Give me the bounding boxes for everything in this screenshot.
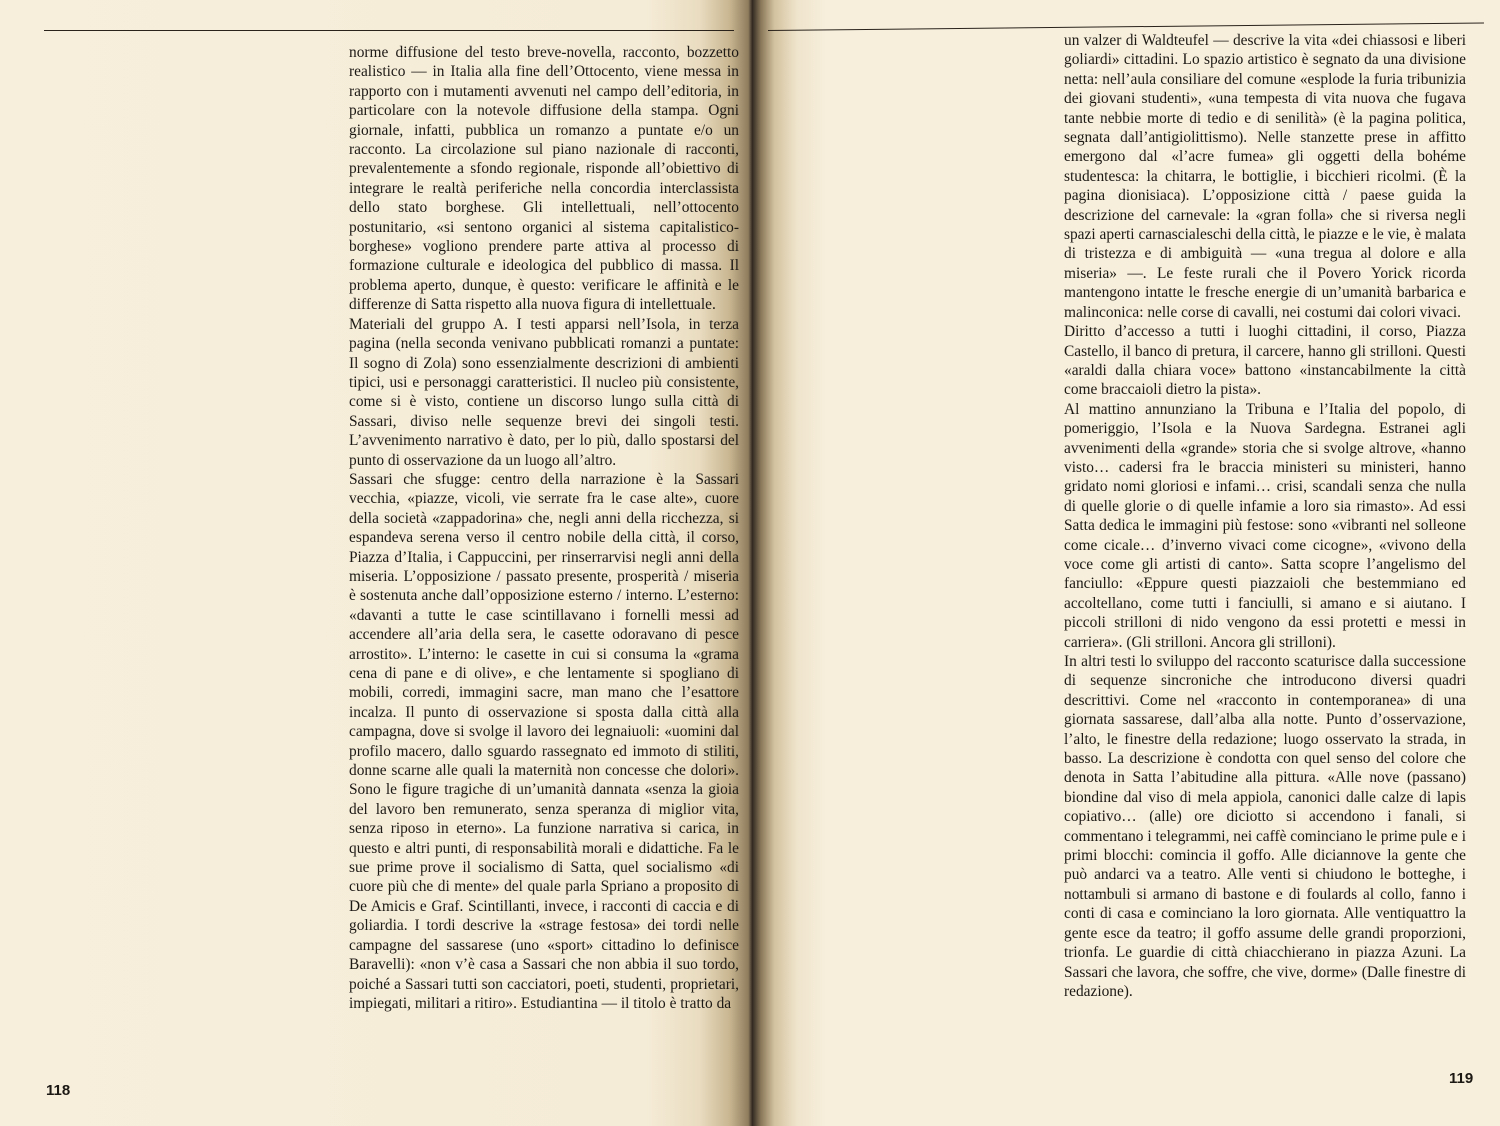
top-rule xyxy=(44,30,734,31)
top-rule xyxy=(768,23,1484,31)
paragraph: norme diffusione del testo breve-novella, racconto, bozzetto realistico — in Italia alla fine dell’Ottocento, viene messa in rapporto con i mutamenti avvenuti nel campo dell’editoria, in particolare con la notevole diffusione della stampa. Ogni giornale, infatti, pubblica un romanzo a puntate e/o un racconto. La circolazione sul piano nazionale di racconti, prevalentemente a sfondo regionale, risponde all’obiettivo di integrare le realtà periferiche nella concordia interclassista dello stato borghese. Gli intellettuali, nell’ottocento postunitario, «si sentono organici al sistema capitalistico-borghese» vogliono prendere parte attiva al processo di formazione culturale e ideologica del pubblico di massa. Il problema aperto, dunque, è questo: verificare le affinità e le differenze di Satta rispetto alla nuova figura di intellettuale. xyxy=(349,44,739,314)
page-number: 119 xyxy=(1449,1070,1474,1087)
paragraph: Sassari che sfugge: centro della narrazione è la Sassari vecchia, «piazze, vicoli, vie serrate fra le case alte», cuore della società «zappadorina» che, negli anni della ricchezza, si espandeva serena verso il centro nobile della città, il corso, Piazza d’Italia, i Cappuccini, per rinserrarvisi negli anni della miseria. L’opposizione / passato presente, prosperità / miseria è sostenuta anche dall’opposizione esterno / interno. L’esterno: «davanti a tutte le case scintillavano i fornelli messi ad accendere all’aria della sera, le casette odoravano di pesce arrostito». L’interno: le casette in cui si consuma la «grama cena di pane e di olive», e che lentamente si spogliano di mobili, corredi, immagini sacre, man mano che l’esattore incalza. Il punto di osservazione si sposta dalla città alla campagna, dove si svolge il lavoro dei legnaiuoli: «uomini dal profilo macero, dallo sguardo rassegnato ed immoto di stiliti, donne scarne alle quali la maternità non concesse che dolori». Sono le figure tragiche di un’umanità dannata «senza la gioia del lavoro ben remunerato, senza speranza di miglior vita, senza riposo in eterno». La funzione narrativa si carica, in questo e altri punti, di responsabilità morali e didattiche. Fa le sue prime prove il socialismo di Satta, quel socialismo «di cuore più che di mente» del quale parla Spriano a proposito di De Amicis e Graf. Scintillanti, invece, i racconti di caccia e di goliardia. I tordi descrive la «strage festosa» dei tordi nelle campagne del sassarese (uno «sport» cittadino lo definisce Baravelli): «non v’è casa a Sassari che non abbia il suo tordo, poiché a Sassari tutti son cacciatori, poeti, studenti, proprietari, impiegati, militari a ritiro». Estudiantina — il titolo è tratto da xyxy=(349,470,739,1012)
paragraph: Al mattino annunziano la Tribuna e l’Italia del popolo, di pomeriggio, l’Isola e la Nuova Sardegna. Estranei agli avvenimenti della «grande» storia che si svolge altrove, «hanno visto… cadersi fra le braccia ministeri su ministeri, hanno gridato nomi gloriosi e infami… crisi, scandali senza che nulla di quelle glorie o di quelle infamie a loro sia rimasto». Ad essi Satta dedica le immagini più festose: sono «vibranti nel solleone come cicale… d’inverno vivaci come cicogne», «vivono della voce come gli artisti di canto». Satta scopre l’angelismo del fanciullo: «Eppure questi piazzaioli che bestemmiano ed accoltellano, come tutti i fanciulli, si amano e si aiutano. I piccoli strilloni di nido vengono da essi protetti e messi in carriera». (Gli strilloni. Ancora gli strilloni). xyxy=(1064,400,1466,651)
paragraph: Materiali del gruppo A. I testi apparsi nell’Isola, in terza pagina (nella seconda venivano pubblicati romanzi a puntate: Il sogno di Zola) sono essenzialmente descrizioni di ambienti tipici, usi e personaggi caratteristici. Il nucleo più consistente, come si è visto, contiene un discorso lungo sulla città di Sassari, diviso nelle sequenze brevi dei singoli testi. L’avvenimento narrativo è dato, per lo più, dallo spostarsi del punto di osservazione da un luogo all’altro. xyxy=(349,315,739,469)
paragraph: Diritto d’accesso a tutti i luoghi cittadini, il corso, Piazza Castello, il banco di pretura, il carcere, hanno gli strilloni. Questi «araldi dalla chiara voce» battono «instancabilmente la città come braccaioli dietro la pista». xyxy=(1064,323,1466,399)
text-column xyxy=(1064,31,1466,1001)
right-page xyxy=(752,0,1500,1126)
page-number: 118 xyxy=(46,1082,71,1099)
paragraph: un valzer di Waldteufel — descrive la vita «dei chiassosi e liberi goliardi» cittadini. Lo spazio artistico è segnato da una divisione netta: nell’aula consiliare del comune «esplode la furia tribunizia dei giovani studenti», «una tempesta di vita nuova che fugava tante nebbie morte di tedio e di senilità» (è la pagina politica, segnata dall’antigiolittismo). Nelle stanzette prese in affitto emergono dal «l’acre fumea» gli oggetti della bohéme studentesca: la chitarra, le bottiglie, i bicchieri ricolmi. (È la pagina dionisiaca). L’opposizione città / paese guida la descrizione del carnevale: la «gran folla» che si riversa negli spazi aperti carnascialeschi della città, le piazze e le vie, è malata di tristezza e di ambiguità — «una tregua al dolore e alla miseria» —. Le feste rurali che il Povero Yorick ricorda mantengono intatte le fresche energie di un’umanità barbarica e malinconica: nelle corse di cavalli, nei costumi dai colori vivaci. xyxy=(1064,32,1466,321)
paragraph: In altri testi lo sviluppo del racconto scaturisce dalla successione di sequenze sincroniche che introducono diversi quadri descrittivi. Come nel «racconto in contemporanea» di una giornata sassarese, dall’alba alla notte. Punto d’osservazione, l’alto, le finestre della redazione; luogo osservato la strada, in basso. La descrizione è condotta con quel senso del colore che denota in Satta l’abitudine alla pittura. «Alle nove (passano) biondine dal viso di mela appiola, canonici dalle calze di lapis copiativo… (alle) ore diciotto si accendono i fanali, si commentano i telegrammi, nei caffè cominciano le prime pule e i primi blocchi: comincia il goffo. Alle diciannove la gente che può andarci va a teatro. Alle venti si chiudono le botteghe, i nottambuli si armano di bastone e di foulards al collo, fanno i conti di casa e cominciano la loro giornata. Alle ventiquattro la gente esce da teatro; il goffo assume delle grandi proporzioni, trionfa. Le guardie di città chiacchierano in piazza Azuni. La Sassari che lavora, che soffre, che vive, dorme» (Dalle finestre di redazione). xyxy=(1064,653,1466,1000)
text-column xyxy=(349,43,739,1013)
